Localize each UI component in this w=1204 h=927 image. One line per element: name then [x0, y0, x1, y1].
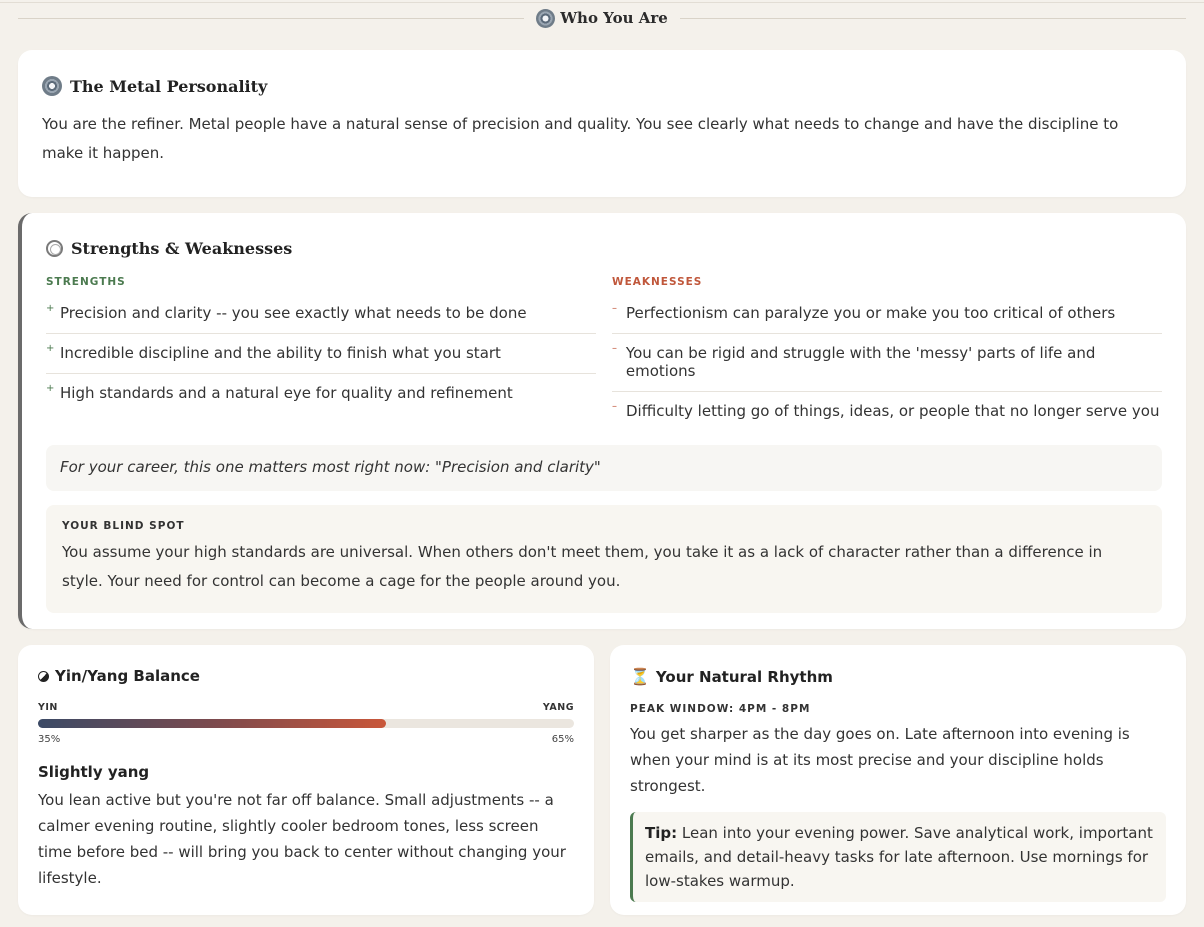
weakness-item: [612, 294, 1162, 334]
ring-icon: [46, 240, 63, 257]
weakness-text: Perfectionism can paralyze you or make you too critical of others: [626, 304, 1116, 322]
gear-icon: [536, 9, 555, 28]
rhythm-tip: [630, 812, 1166, 902]
rhythm-title: [630, 667, 1166, 686]
peak-window: PEAK WINDOW: 4PM - 8PM: [630, 703, 811, 715]
balance-verdict: Slightly yang: [38, 763, 150, 781]
yin-yang-card: [18, 645, 594, 915]
blind-spot-text: You assume your high standards are universal. When others don't meet them, you take it as a lack of character rather than a difference in style. Your need for control can become a cage for the people around you.: [62, 543, 1103, 590]
strengths-title: [46, 239, 1162, 258]
personality-title: [42, 76, 1162, 96]
tip-label: Tip:: [645, 824, 678, 842]
strength-item: [46, 374, 596, 413]
blind-spot-box: [46, 505, 1162, 613]
weakness-text: You can be rigid and struggle with the 'messy' parts of life and emotions: [625, 344, 1096, 380]
tip-text: Lean into your evening power. Save analytical work, important emails, and detail-heavy tasks for late afternoon. Use mornings for low-stakes warmup.: [645, 824, 1153, 890]
weakness-item: [612, 392, 1162, 431]
plus-icon: +: [46, 343, 55, 354]
rhythm-title-text: Your Natural Rhythm: [655, 667, 833, 686]
strength-item: [46, 294, 596, 334]
yang-label: YANG: [542, 702, 574, 713]
strength-item: [46, 334, 596, 374]
balance-bar-fill: [38, 719, 386, 728]
balance-bar: [38, 719, 574, 728]
weakness-text: Difficulty letting go of things, ideas, or people that no longer serve you: [626, 402, 1160, 420]
personality-card: [18, 50, 1186, 197]
section-title: [524, 9, 680, 28]
strengths-label: STRENGTHS: [46, 276, 126, 288]
minus-icon: –: [612, 303, 617, 314]
balance-percent-labels: [38, 734, 574, 745]
strengths-weaknesses-columns: [46, 276, 1162, 431]
strengths-title-text: Strengths & Weaknesses: [71, 239, 293, 258]
top-divider: [0, 2, 1204, 3]
strength-text: Precision and clarity -- you see exactly what needs to be done: [60, 304, 527, 322]
yin-percent: 35%: [38, 734, 61, 745]
rhythm-description: You get sharper as the day goes on. Late afternoon into evening is when your mind is at its most precise and your discipline holds strongest.: [630, 725, 1130, 795]
personality-description: You are the refiner. Metal people have a natural sense of precision and quality. You see clearly what needs to change and have the discipline to make it happen.: [42, 115, 1119, 162]
minus-icon: –: [612, 401, 617, 412]
plus-icon: +: [46, 303, 55, 314]
career-note: For your career, this one matters most right now: "Precision and clarity": [46, 445, 1162, 491]
section-header: [18, 6, 1186, 30]
section-title-text: Who You Are: [560, 9, 668, 27]
weaknesses-column: [612, 276, 1162, 431]
balance-bar-labels: [38, 702, 574, 713]
yin-yang-title-text: Yin/Yang Balance: [55, 667, 200, 685]
yang-percent: 65%: [551, 734, 574, 745]
personality-title-text: The Metal Personality: [70, 76, 268, 96]
yin-label: YIN: [38, 702, 58, 713]
blind-spot-label: YOUR BLIND SPOT: [62, 520, 185, 532]
strength-text: High standards and a natural eye for quality and refinement: [60, 384, 513, 402]
minus-icon: –: [612, 343, 617, 354]
header-rule-left: [18, 18, 524, 19]
strength-text: Incredible discipline and the ability to finish what you start: [60, 344, 501, 362]
yin-yang-icon: [38, 671, 49, 682]
hourglass-icon: ⏳: [630, 667, 650, 686]
balance-description: You lean active but you're not far off balance. Small adjustments -- a calmer evening routine, slightly cooler bedroom tones, less screen time before bed -- will bring you back to center without changing your lifestyle.: [38, 791, 566, 887]
header-rule-right: [680, 18, 1186, 19]
gear-icon: [42, 76, 62, 96]
weakness-item: [612, 334, 1162, 392]
plus-icon: +: [46, 383, 55, 394]
natural-rhythm-card: [610, 645, 1186, 915]
strengths-weaknesses-card: [18, 213, 1186, 629]
weaknesses-label: WEAKNESSES: [612, 276, 703, 288]
strengths-column: [46, 276, 596, 431]
yin-yang-title: [38, 667, 574, 685]
